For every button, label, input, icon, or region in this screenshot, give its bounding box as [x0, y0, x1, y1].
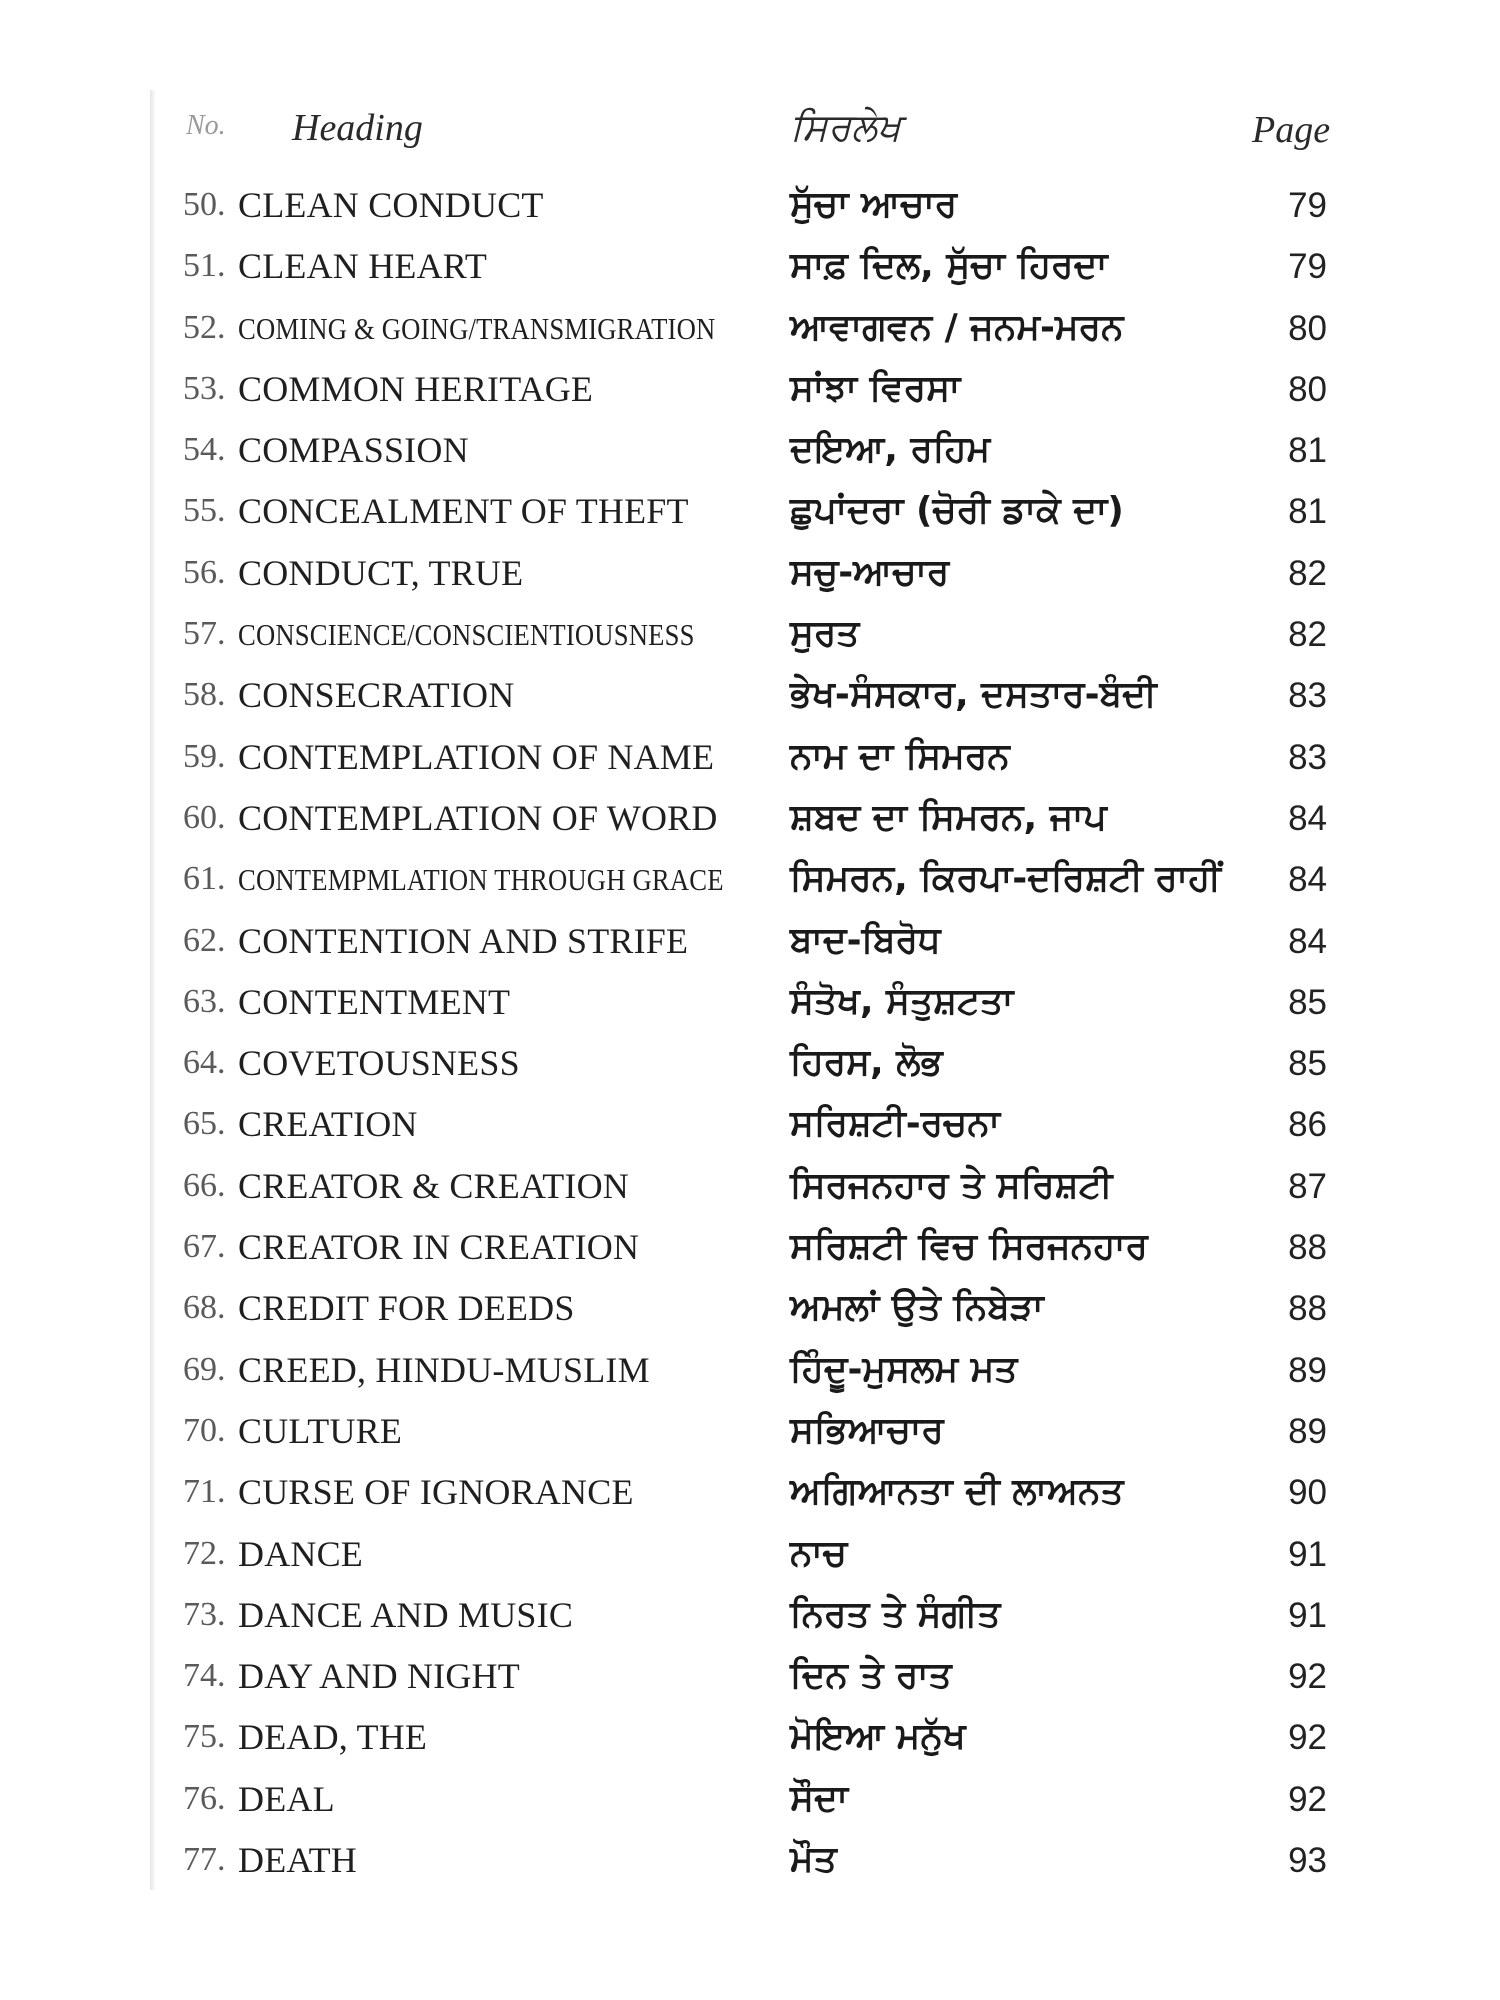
entry-page: 81 [1288, 431, 1327, 471]
entry-page: 90 [1288, 1473, 1327, 1513]
entry-punjabi: ਸੁਰਤ [790, 613, 860, 655]
entry-punjabi: ਸਚੁ-ਆਚਾਰ [790, 551, 950, 593]
entry-page: 89 [1288, 1350, 1327, 1390]
entry-punjabi: ਨਾਚ [790, 1532, 848, 1574]
entry-page: 82 [1288, 553, 1327, 593]
entry-number: 66. [183, 1166, 226, 1204]
entry-page: 80 [1288, 369, 1327, 409]
entry-number: 75. [183, 1718, 226, 1756]
entry-punjabi: ਦਇਆ, ਰਹਿਮ [790, 429, 991, 471]
entry-heading: CURSE OF IGNORANCE [238, 1472, 634, 1513]
table-row [0, 1772, 1500, 1833]
table-row [0, 852, 1500, 913]
entry-number: 62. [183, 921, 226, 959]
table-row [0, 1343, 1500, 1404]
entry-heading: CULTURE [238, 1410, 403, 1451]
table-row [0, 730, 1500, 791]
entry-number: 73. [183, 1595, 226, 1633]
entry-number: 67. [183, 1228, 226, 1266]
entry-page: 79 [1288, 247, 1327, 287]
entry-page: 84 [1288, 860, 1327, 900]
entry-heading: CREATOR & CREATION [238, 1165, 629, 1206]
entry-page: 92 [1288, 1779, 1327, 1819]
entry-heading: CONSECRATION [238, 675, 515, 716]
entry-heading: CONTEMPMLATION THROUGH GRACE [238, 862, 724, 898]
entry-number: 76. [183, 1779, 226, 1817]
entry-page: 88 [1288, 1289, 1327, 1329]
entry-heading: DAY AND NIGHT [238, 1656, 520, 1697]
entry-number: 53. [183, 369, 226, 407]
entry-punjabi: ਮੋਇਆ ਮਨੁੱਖ [790, 1716, 966, 1758]
table-row [0, 239, 1500, 300]
entry-punjabi: ਸਰਿਸ਼ਟੀ-ਰਚਨਾ [790, 1103, 1001, 1145]
entry-page: 93 [1288, 1841, 1327, 1881]
table-row [0, 1281, 1500, 1342]
entry-heading: CONSCIENCE/CONSCIENTIOUSNESS [238, 617, 695, 653]
entry-punjabi: ਛੁਪਾਂਦਰਾ (ਚੋਰੀ ਡਾਕੇ ਦਾ) [790, 490, 1124, 532]
entry-number: 74. [183, 1657, 226, 1695]
entry-heading: CREDIT FOR DEEDS [238, 1288, 575, 1329]
table-row [0, 1465, 1500, 1526]
table-row [0, 668, 1500, 729]
entry-punjabi: ਸੌਦਾ [790, 1777, 849, 1819]
entry-page: 91 [1288, 1534, 1327, 1574]
entry-heading: DANCE AND MUSIC [238, 1594, 574, 1635]
entry-heading: COMPASSION [238, 430, 469, 471]
entry-number: 52. [183, 308, 226, 346]
entry-number: 51. [183, 247, 226, 285]
entry-heading: DEATH [238, 1840, 357, 1881]
entry-punjabi: ਸਭਿਆਚਾਰ [790, 1409, 944, 1451]
header-page: Page [1252, 109, 1331, 151]
table-row [0, 1220, 1500, 1281]
entry-page: 84 [1288, 921, 1327, 961]
entry-heading: CONDUCT, TRUE [238, 552, 524, 593]
table-row [0, 1833, 1500, 1894]
entry-page: 89 [1288, 1411, 1327, 1451]
entry-number: 58. [183, 676, 226, 714]
entry-number: 63. [183, 982, 226, 1020]
entry-page: 83 [1288, 737, 1327, 777]
entry-page: 83 [1288, 676, 1327, 716]
entry-heading: DANCE [238, 1533, 363, 1574]
entry-number: 77. [183, 1841, 226, 1879]
entry-heading: DEAL [238, 1778, 335, 1819]
entry-page: 92 [1288, 1718, 1327, 1758]
table-row [0, 607, 1500, 668]
entry-punjabi: ਸਿਰਜਨਹਾਰ ਤੇ ਸਰਿਸ਼ਟੀ [790, 1164, 1113, 1206]
table-row [0, 423, 1500, 484]
entry-heading: CONTEMPLATION OF NAME [238, 736, 715, 777]
entry-page: 84 [1288, 798, 1327, 838]
entry-heading: CLEAN HEART [238, 246, 488, 287]
table-row [0, 1649, 1500, 1710]
entry-number: 64. [183, 1044, 226, 1082]
entry-number: 61. [183, 860, 226, 898]
entry-heading: CONTEMPLATION OF WORD [238, 797, 718, 838]
header-heading: Heading [292, 107, 423, 149]
entry-number: 68. [183, 1289, 226, 1327]
table-row [0, 1710, 1500, 1771]
table-row [0, 1404, 1500, 1465]
entry-punjabi: ਨਿਰਤ ਤੇ ਸੰਗੀਤ [790, 1593, 1001, 1635]
entry-page: 82 [1288, 615, 1327, 655]
entry-heading: CONTENTION AND STRIFE [238, 920, 689, 961]
entry-page: 88 [1288, 1228, 1327, 1268]
table-row [0, 1097, 1500, 1158]
entry-number: 55. [183, 492, 226, 530]
entry-number: 60. [183, 798, 226, 836]
entry-number: 57. [183, 615, 226, 653]
entry-heading: CREATOR IN CREATION [238, 1227, 640, 1268]
entry-number: 54. [183, 431, 226, 469]
entry-heading: DEAD, THE [238, 1717, 428, 1758]
entry-punjabi: ਹਿਰਸ, ਲੋਭ [790, 1042, 943, 1084]
table-row [0, 975, 1500, 1036]
entry-heading: CLEAN CONDUCT [238, 185, 544, 225]
entry-page: 85 [1288, 982, 1327, 1022]
table-row [0, 914, 1500, 975]
entry-page: 86 [1288, 1105, 1327, 1145]
entry-punjabi: ਸਾਂਝਾ ਵਿਰਸਾ [790, 367, 961, 409]
entry-punjabi: ਨਾਮ ਦਾ ਸਿਮਰਨ [790, 735, 1010, 777]
entry-punjabi: ਮੌਤ [790, 1839, 837, 1881]
entry-number: 50. [183, 186, 226, 223]
entry-punjabi: ਆਵਾਗਵਨ / ਜਨਮ-ਮਰਨ [790, 306, 1124, 348]
entry-number: 69. [183, 1350, 226, 1388]
entry-heading: CREED, HINDU-MUSLIM [238, 1349, 650, 1390]
entry-punjabi: ਬਾਦ-ਬਿਰੋਧ [790, 919, 941, 961]
table-row [0, 1036, 1500, 1097]
header-punjabi: ਸਿਰਲੇਖ [790, 107, 901, 149]
entry-heading: COMING & GOING/TRANSMIGRATION [238, 310, 716, 346]
entry-page: 87 [1288, 1166, 1327, 1206]
header-no: No. [186, 110, 226, 141]
table-row [0, 791, 1500, 852]
entry-page: 91 [1288, 1595, 1327, 1635]
table-row [0, 1527, 1500, 1588]
entry-punjabi: ਸੰਤੋਖ, ਸੰਤੁਸ਼ਟਤਾ [790, 980, 1014, 1022]
table-row [0, 546, 1500, 607]
entry-page: 85 [1288, 1044, 1327, 1084]
entry-punjabi: ਸ਼ਬਦ ਦਾ ਸਿਮਰਨ, ਜਾਪ [790, 796, 1107, 838]
entry-page: 79 [1288, 186, 1327, 225]
entry-punjabi: ਸਰਿਸ਼ਟੀ ਵਿਚ ਸਿਰਜਨਹਾਰ [790, 1226, 1148, 1268]
entry-heading: COMMON HERITAGE [238, 368, 594, 409]
entry-punjabi: ਅਮਲਾਂ ਉਤੇ ਨਿਬੇੜਾ [790, 1287, 1044, 1329]
table-row [0, 1159, 1500, 1220]
entry-number: 56. [183, 553, 226, 591]
table-row [0, 362, 1500, 423]
entry-number: 59. [183, 737, 226, 775]
entry-punjabi: ਭੇਖ-ਸੰਸਕਾਰ, ਦਸਤਾਰ-ਬੰਦੀ [790, 674, 1157, 716]
table-row [0, 1588, 1500, 1649]
table-header [0, 100, 1500, 160]
entry-heading: CONTENTMENT [238, 981, 511, 1022]
entry-page: 80 [1288, 308, 1327, 348]
entry-punjabi: ਦਿਨ ਤੇ ਰਾਤ [790, 1655, 952, 1697]
entry-punjabi: ਸਿਮਰਨ, ਕਿਰਪਾ-ਦਰਿਸ਼ਟੀ ਰਾਹੀਂ [790, 858, 1221, 900]
table-row [0, 178, 1500, 239]
index-table [0, 178, 1500, 1894]
entry-page: 81 [1288, 492, 1327, 532]
entry-punjabi: ਸੁੱਚਾ ਆਚਾਰ [790, 184, 958, 225]
entry-page: 92 [1288, 1657, 1327, 1697]
entry-punjabi: ਸਾਫ਼ ਦਿਲ, ਸੁੱਚਾ ਹਿਰਦਾ [790, 245, 1108, 287]
entry-heading: COVETOUSNESS [238, 1043, 520, 1084]
entry-number: 71. [183, 1473, 226, 1511]
entry-number: 70. [183, 1411, 226, 1449]
entry-heading: CONCEALMENT OF THEFT [238, 491, 689, 532]
table-row [0, 301, 1500, 362]
entry-number: 72. [183, 1534, 226, 1572]
entry-punjabi: ਅਗਿਆਨਤਾ ਦੀ ਲਾਅਨਤ [790, 1471, 1124, 1513]
entry-punjabi: ਹਿੰਦੂ-ਮੁਸਲਮ ਮਤ [790, 1348, 1018, 1390]
table-row [0, 484, 1500, 545]
entry-number: 65. [183, 1105, 226, 1143]
entry-heading: CREATION [238, 1104, 418, 1145]
